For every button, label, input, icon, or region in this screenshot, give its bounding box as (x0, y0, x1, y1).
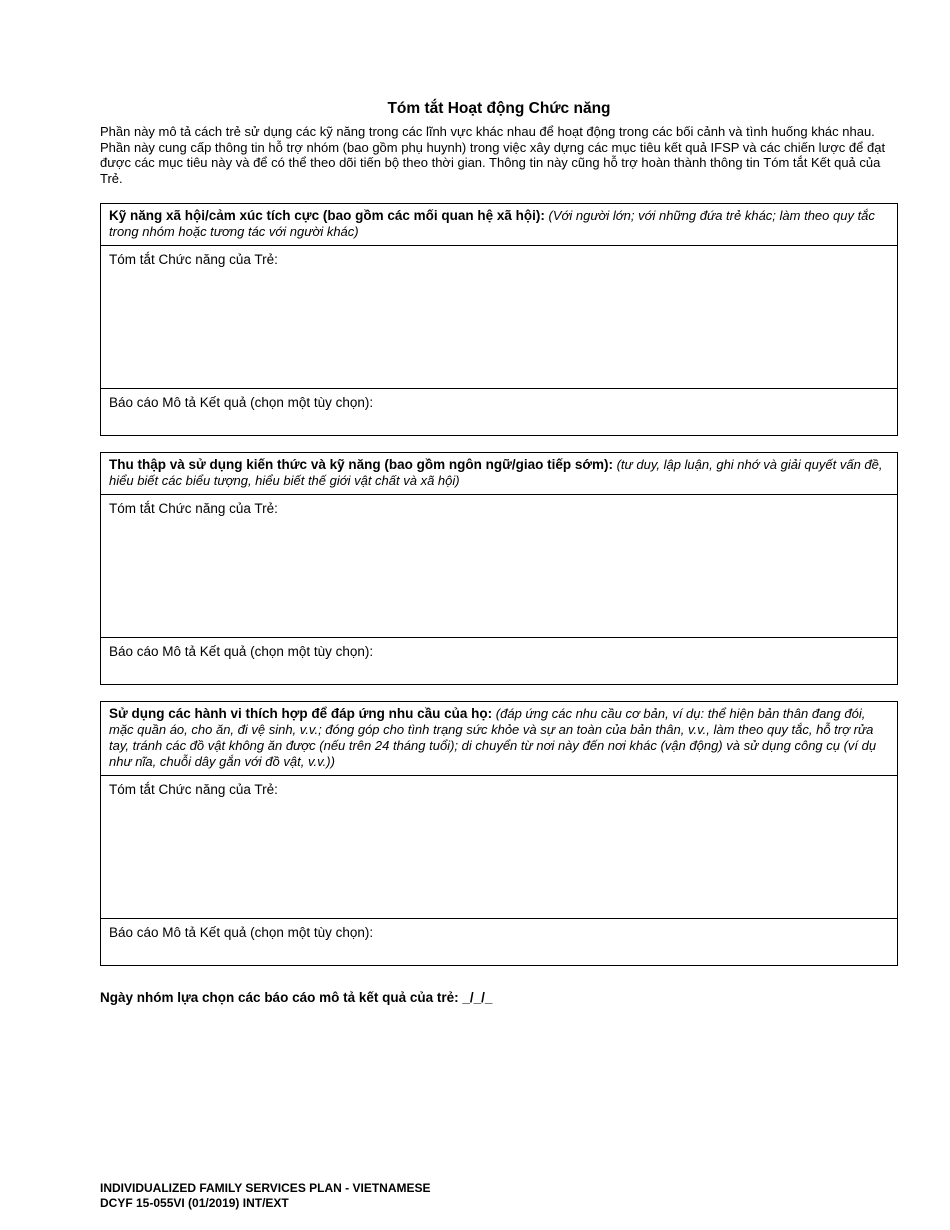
summary-label: Tóm tắt Chức năng của Trẻ: (109, 501, 278, 517)
summary-label: Tóm tắt Chức năng của Trẻ: (109, 252, 278, 268)
footer (100, 1181, 431, 1210)
section-header (100, 452, 898, 495)
section-appropriate-behaviors (100, 701, 898, 966)
section-heading-detail: (tư duy, lập luận, ghi nhớ và giải quyết vấn đề, hiểu biết các biểu tượng, hiểu biết thế giới vật chất và xã hội) (109, 457, 883, 489)
section-heading: Thu thập và sử dụng kiến thức và kỹ năng (bao gồm ngôn ngữ/giao tiếp sớm): (109, 457, 613, 473)
intro-paragraph: Phần này mô tả cách trẻ sử dụng các kỹ năng trong các lĩnh vực khác nhau để hoạt động trong các bối cảnh và tình huống khác nhau. Phần này cung cấp thông tin hỗ trợ nhóm (bao gồm phụ huynh) trong việc xây dựng các mục tiêu kết quả IFSP và các chiến lược để đạt được các mục tiêu này và để có thể theo dõi tiến bộ theo thời gian. Thông tin này cũng hỗ trợ hoàn thành thông tin Tóm tắt Kết quả của Trẻ. (100, 124, 886, 186)
section-heading-detail: (Với người lớn; với những đứa trẻ khác; làm theo quy tắc trong nhóm hoặc tương tác với người khác) (109, 208, 875, 240)
section-heading: Sử dụng các hành vi thích hợp để đáp ứng nhu cầu của họ: (109, 706, 493, 722)
section-knowledge-skills (100, 452, 898, 685)
team-selection-date-line (100, 990, 898, 1005)
page-title: Tóm tắt Hoạt động Chức năng (387, 100, 611, 117)
date-line-label: Ngày nhóm lựa chọn các báo cáo mô tả kết quả của trẻ: (100, 990, 459, 1006)
section-heading: Kỹ năng xã hội/cảm xúc tích cực (bao gồm các mối quan hệ xã hội): (109, 208, 545, 224)
section-social-emotional (100, 203, 898, 436)
section-header (100, 701, 898, 776)
footer-form-number: DCYF 15-055VI (01/2019) INT/EXT (100, 1195, 289, 1210)
report-label: Báo cáo Mô tả Kết quả (chọn một tùy chọn): (109, 395, 374, 411)
child-function-summary-field[interactable] (100, 246, 898, 389)
child-function-summary-field[interactable] (100, 776, 898, 919)
report-label: Báo cáo Mô tả Kết quả (chọn một tùy chọn): (109, 644, 374, 660)
footer-form-name: INDIVIDUALIZED FAMILY SERVICES PLAN - VIETNAMESE (100, 1181, 431, 1195)
summary-label: Tóm tắt Chức năng của Trẻ: (109, 782, 278, 798)
outcome-rating-field[interactable] (100, 919, 898, 966)
outcome-rating-field[interactable] (100, 389, 898, 436)
outcome-rating-field[interactable] (100, 638, 898, 685)
date-value-field[interactable]: _/_/_ (462, 990, 493, 1006)
child-function-summary-field[interactable] (100, 495, 898, 638)
document-content (100, 100, 898, 1005)
section-header (100, 203, 898, 246)
section-heading-detail: (đáp ứng các nhu cầu cơ bản, ví dụ: thể hiện bản thân đang đói, mặc quần áo, cho ăn, đi vệ sinh, v.v.; đóng góp cho tình trạng sức khỏe và sự an toàn của bản thân, v.v., làm theo quy tắc, hỗ trợ rửa tay, tránh các đồ vật không ăn được (nếu trên 24 tháng tuổi); di chuyển từ nơi này đến nơi khác (vận động) và sử dụng công cụ (ví dụ như nĩa, chuỗi dây gắn với đồ vật, v.v.)) (109, 706, 877, 770)
report-label: Báo cáo Mô tả Kết quả (chọn một tùy chọn): (109, 925, 374, 941)
